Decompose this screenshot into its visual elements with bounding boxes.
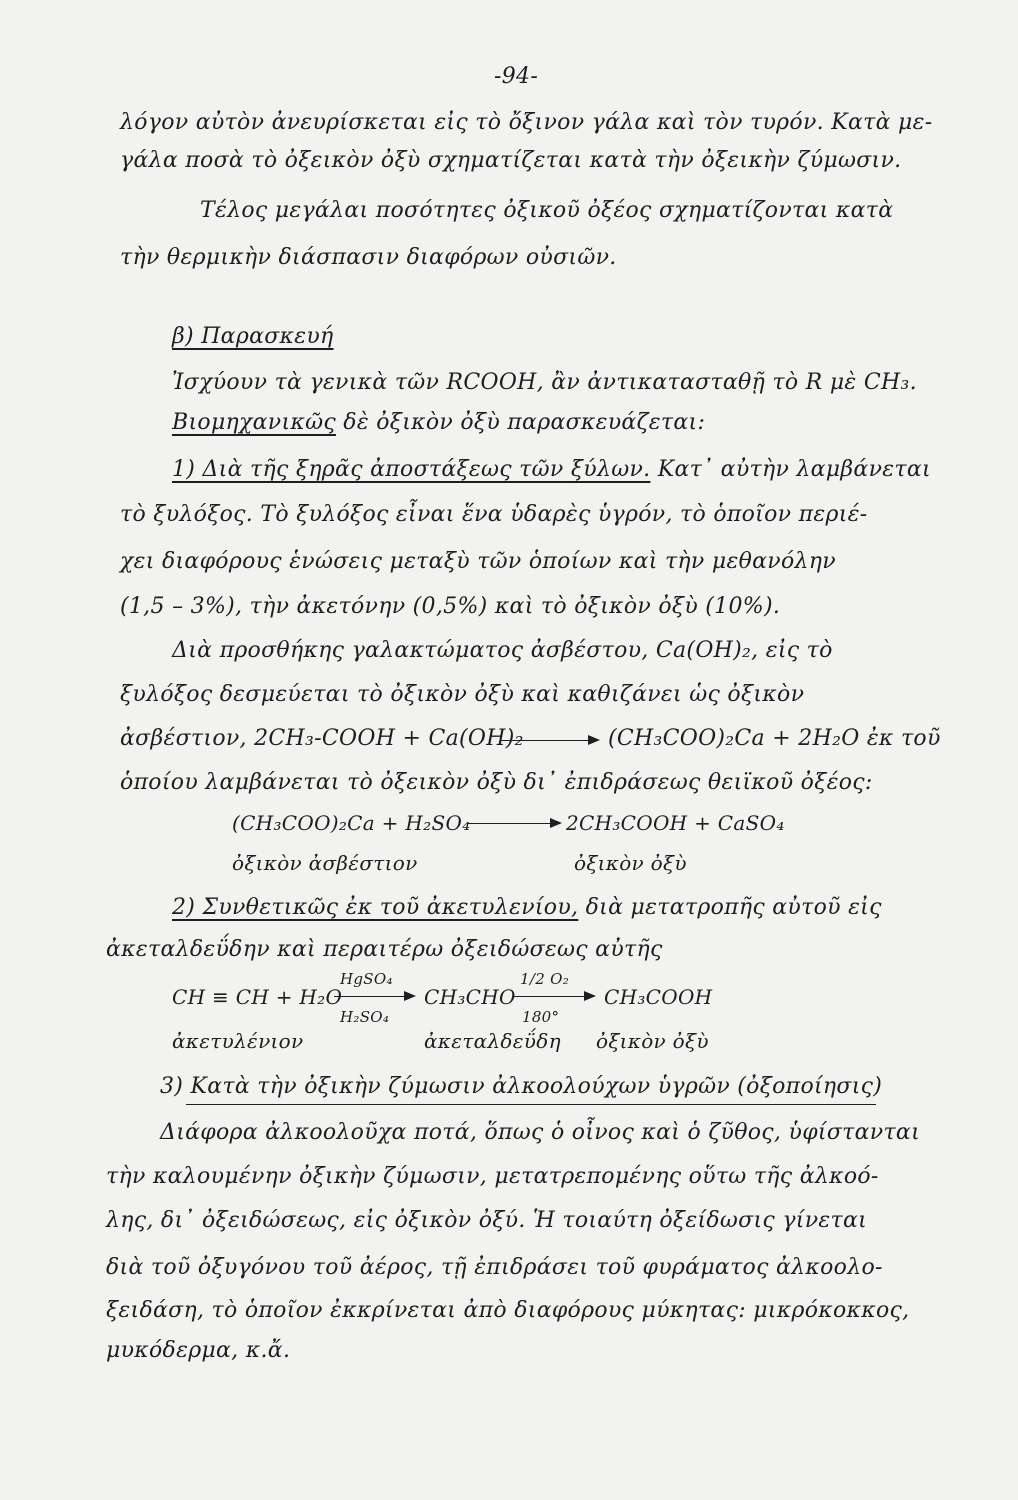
method1-line-2: χει διαφόρους ἑνώσεις μεταξὺ τῶν ὁποίων καὶ τὴν μεθανόλην xyxy=(120,549,836,574)
reaction-3-label-2: ἀκεταλδεΰδη xyxy=(424,1029,561,1053)
method3-line-1: Διάφορα ἀλκοολοῦχα ποτά, ὅπως ὁ οἶνος καὶ ὁ ζῦθος, ὑφίστανται xyxy=(160,1120,920,1145)
method3-title: 3) Κατὰ τὴν ὀξικὴν ζύμωσιν ἀλκοολούχων ὑγρῶν (ὀξοποίησις) xyxy=(160,1074,883,1099)
reaction-1-right: (CH₃COO)₂Ca + 2H₂O ἐκ τοῦ xyxy=(608,726,941,751)
reaction-1-arrow xyxy=(500,740,598,741)
method3-line-5: ξειδάση, τὸ ὁποῖον ἐκκρίνεται ἀπὸ διαφόρους μύκητας: μικρόκοκκος, xyxy=(106,1298,910,1323)
reaction-2-left: (CH₃COO)₂Ca + H₂SO₄ xyxy=(232,811,471,835)
reaction-3-catalyst-bottom-1: H₂SO₄ xyxy=(340,1008,390,1026)
reaction-3-catalyst-top-1: HgSO₄ xyxy=(340,970,393,988)
reaction-3-label-1: ἀκετυλένιον xyxy=(172,1029,304,1053)
method1-line-4: Διὰ προσθήκης γαλακτώματος ἀσβέστου, Ca(OH)₂, εἰς τὸ xyxy=(172,638,833,663)
intro-line-1: λόγον αὐτὸν ἀνευρίσκεται εἰς τὸ ὄξινον γάλα καὶ τὸν τυρόν. Κατὰ με- xyxy=(120,110,933,135)
method2-title-rest: διὰ μετατροπῆς αὐτοῦ εἰς xyxy=(585,895,882,920)
reaction-2-arrow xyxy=(468,823,560,824)
reaction-2-right: 2CH₃COOH + CaSO₄ xyxy=(566,811,785,835)
method2-title-line xyxy=(172,893,882,923)
reaction-3-arrow-2 xyxy=(514,996,594,997)
reaction-2-label-right: ὀξικὸν ὀξὺ xyxy=(574,851,687,875)
reaction-3-label-3: ὀξικὸν ὀξὺ xyxy=(596,1029,709,1053)
reaction-3-right: CH₃COOH xyxy=(604,985,713,1009)
method1-line-5: ξυλόξος δεσμεύεται τὸ ὀξικὸν ὀξὺ καὶ καθιζάνει ὡς ὀξικὸν xyxy=(120,682,805,707)
reaction-3-catalyst-top-2: 1/2 O₂ xyxy=(520,970,570,988)
method1-line-3: (1,5 – 3%), τὴν ἀκετόνην (0,5%) καὶ τὸ ὀξικὸν ὀξὺ (10%). xyxy=(120,594,781,619)
intro-line-4: τὴν θερμικὴν διάσπασιν διαφόρων οὐσιῶν. xyxy=(120,245,617,270)
reaction-3-mid: CH₃CHO xyxy=(424,985,516,1009)
method1-line-1: τὸ ξυλόξος. Τὸ ξυλόξος εἶναι ἕνα ὑδαρὲς ὑγρόν, τὸ ὁποῖον περιέ- xyxy=(120,502,868,527)
intro-line-2: γάλα ποσὰ τὸ ὀξεικὸν ὀξὺ σχηματίζεται κατὰ τὴν ὀξεικὴν ζύμωσιν. xyxy=(120,148,902,173)
method3-line-4: διὰ τοῦ ὀξυγόνου τοῦ ἀέρος, τῇ ἐπιδράσει τοῦ φυράματος ἀλκοολο- xyxy=(106,1255,883,1280)
method1-title-rest: Κατ᾽ αὐτὴν λαμβάνεται xyxy=(657,457,931,482)
method1-after-reaction: ὁποίου λαμβάνεται τὸ ὀξεικὸν ὀξὺ δι᾽ ἐπιδράσεως θειϊκοῦ ὀξέος: xyxy=(120,770,873,795)
industrial-line xyxy=(172,408,705,438)
method3-line-2: τὴν καλουμένην ὀξικὴν ζύμωσιν, μετατρεπομένης οὕτω τῆς ἀλκοό- xyxy=(106,1164,879,1189)
method1-title: 1) Διὰ τῆς ξηρᾶς ἀποστάξεως τῶν ξύλων. xyxy=(172,457,651,482)
industrial-label: Βιομηχανικῶς xyxy=(172,410,336,435)
method2-title: 2) Συνθετικῶς ἐκ τοῦ ἀκετυλενίου, xyxy=(172,895,579,920)
method3-line-6: μυκόδερμα, κ.ἄ. xyxy=(106,1338,291,1363)
section-heading: β) Παρασκευή xyxy=(172,324,334,349)
method3-line-3: λης, δι᾽ ὀξειδώσεως, εἰς ὀξικὸν ὀξύ. Ἡ τοιαύτη ὀξείδωσις γίνεται xyxy=(106,1208,868,1233)
method3-title-underline xyxy=(186,1104,876,1105)
reaction-1-left: ἀσβέστιον, 2CH₃-COOH + Ca(OH)₂ xyxy=(120,726,524,751)
reaction-3-arrow-1 xyxy=(334,996,414,997)
intro-line-3: Τέλος μεγάλαι ποσότητες ὀξικοῦ ὀξέος σχηματίζονται κατὰ xyxy=(200,198,894,223)
reaction-3-catalyst-bottom-2: 180° xyxy=(522,1008,560,1026)
method2-line-2: ἀκεταλδεΰδην καὶ περαιτέρω ὀξειδώσεως αὐτῆς xyxy=(106,937,663,962)
industrial-rest: δὲ ὀξικὸν ὀξὺ παρασκευάζεται: xyxy=(343,410,706,435)
reaction-2-label-left: ὀξικὸν ἀσβέστιον xyxy=(232,851,418,875)
section-line-1: Ἰσχύουν τὰ γενικὰ τῶν RCOOH, ἂν ἀντικατασταθῇ τὸ R μὲ CH₃. xyxy=(172,370,917,395)
reaction-3-left: CH ≡ CH + H₂O xyxy=(172,985,343,1009)
method1-title-line xyxy=(172,455,931,485)
page-number: -94- xyxy=(494,64,539,89)
